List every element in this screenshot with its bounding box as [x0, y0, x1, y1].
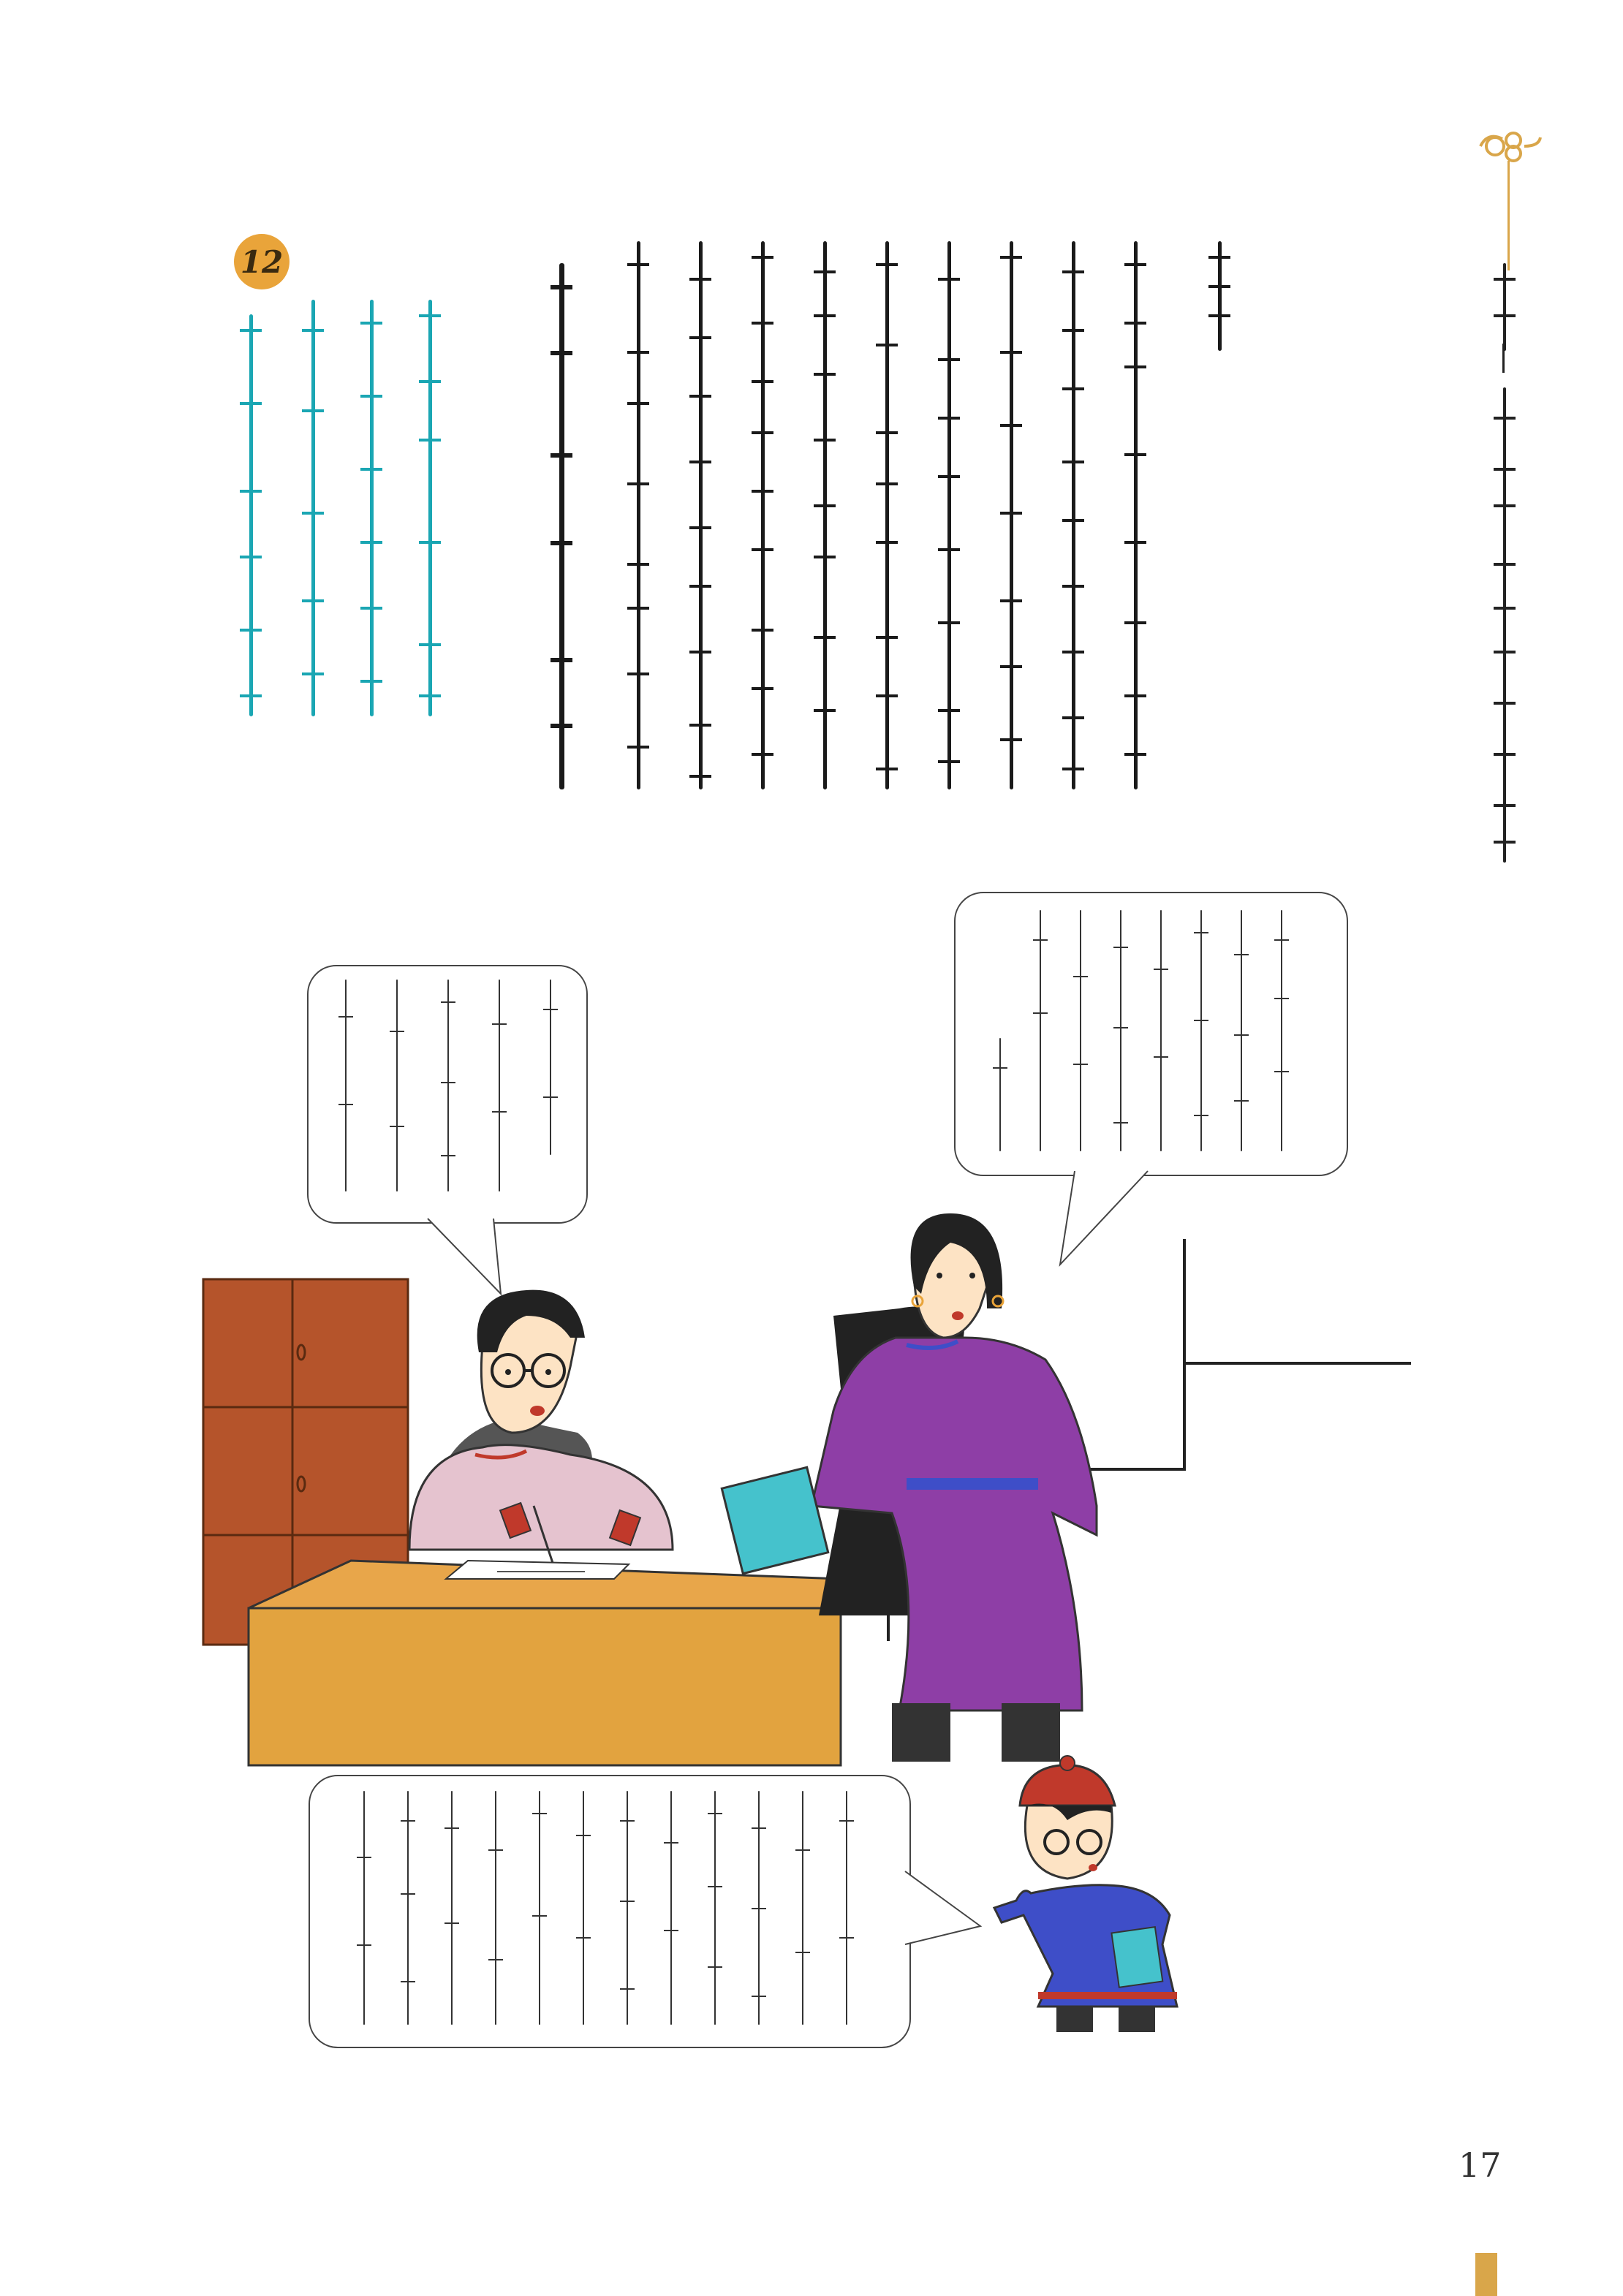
body-line: [819, 241, 831, 789]
body-line: [1214, 241, 1225, 351]
exercise-line: [307, 300, 319, 716]
body-line: [1067, 241, 1079, 789]
body-line: [632, 241, 644, 789]
body-line: [943, 241, 955, 789]
body-line: [695, 241, 706, 789]
wooden-desk: [249, 1561, 841, 1765]
boy-with-glasses: [994, 1756, 1177, 2032]
body-line: [1130, 241, 1141, 789]
page-accent-bar: [1475, 2253, 1497, 2296]
knot-ornament-icon: [1473, 124, 1546, 168]
body-line: [757, 241, 768, 789]
speech-bubble-woman: [954, 892, 1348, 1176]
exercise-line: [245, 314, 257, 716]
body-line: [1005, 241, 1017, 789]
body-line: [881, 241, 893, 789]
classroom-illustration: [197, 1199, 1426, 2083]
exercise-number-badge: 12: [234, 234, 290, 289]
exercise-line: [366, 300, 377, 716]
exercise-line: [424, 300, 436, 716]
man-with-glasses: [409, 1290, 673, 1572]
body-line: [556, 263, 567, 789]
running-header-script: [1499, 387, 1510, 863]
running-header-script-2: [1499, 263, 1510, 351]
page-number: 17: [1459, 2145, 1502, 2185]
header-rule: [1507, 161, 1510, 270]
